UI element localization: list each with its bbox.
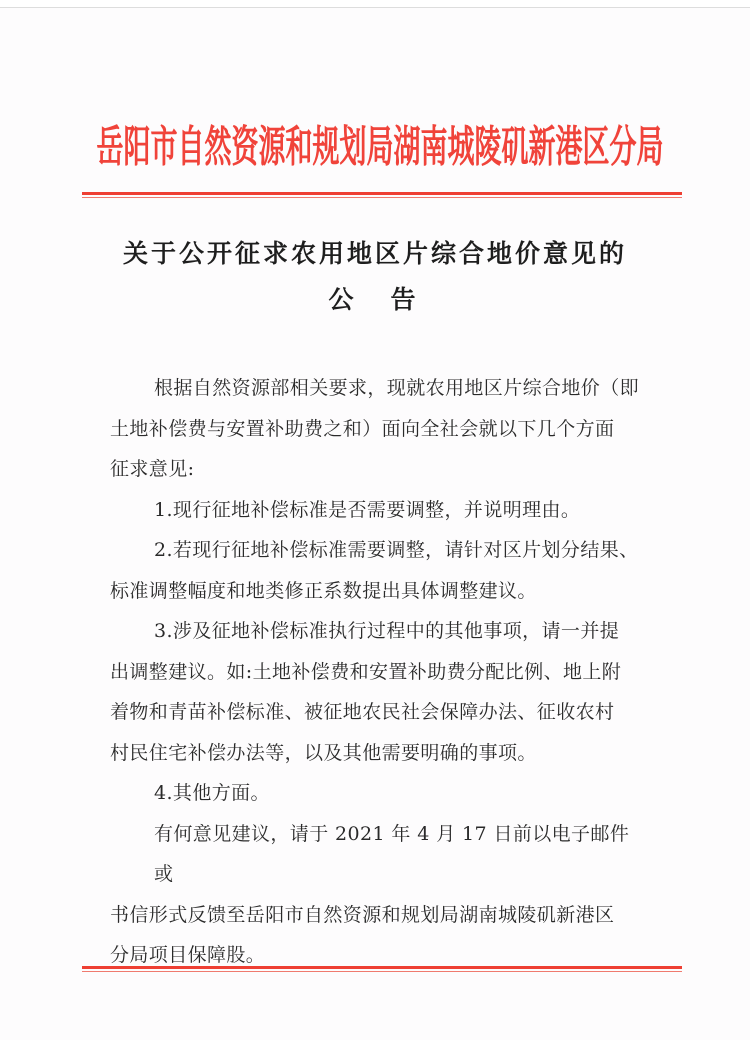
body-line: 村民住宅补偿办法等，以及其他需要明确的事项。 [110,741,537,764]
body-line: 4.其他方面。 [154,782,270,804]
body-line: 根据自然资源部相关要求，现就农用地区片综合地价（即 [154,377,640,399]
body-line: 有何意见建议，请于 2021 年 4 月 17 日前以电子邮件或 [154,822,630,885]
notice-subtitle: 公 告 [328,285,422,314]
body-line: 土地补偿费与安置补助费之和）面向全社会就以下几个方面 [110,417,615,440]
body-line: 分局项目保障股。 [110,944,266,966]
body-line: 征求意见: [110,458,195,480]
body-line: 着物和青苗补偿标准、被征地农民社会保障办法、征收农村 [110,701,615,723]
page-top-edge [0,0,750,8]
org-letterhead: 岳阳市自然资源和规划局湖南城陵矶新港区分局 [96,123,664,173]
body-line: 书信形式反馈至岳阳市自然资源和规划局湖南城陵矶新港区 [110,903,615,926]
body-line: 出调整建议。如:土地补偿费和安置补助费分配比例、地上附 [110,660,622,683]
body-line: 2.若现行征地补偿标准需要调整，请针对区片划分结果、 [154,539,639,561]
notice-body [110,368,640,976]
notice-title: 关于公开征求农用地区片综合地价意见的 [122,239,627,268]
body-line: 1.现行征地补偿标准是否需要调整，并说明理由。 [154,498,581,521]
body-line: 标准调整幅度和地类修正系数提出具体调整建议。 [110,579,537,602]
footer-divider [82,966,682,972]
body-line: 3.涉及征地补偿标准执行过程中的其他事项，请一并提 [154,620,620,642]
header-divider [82,192,682,198]
